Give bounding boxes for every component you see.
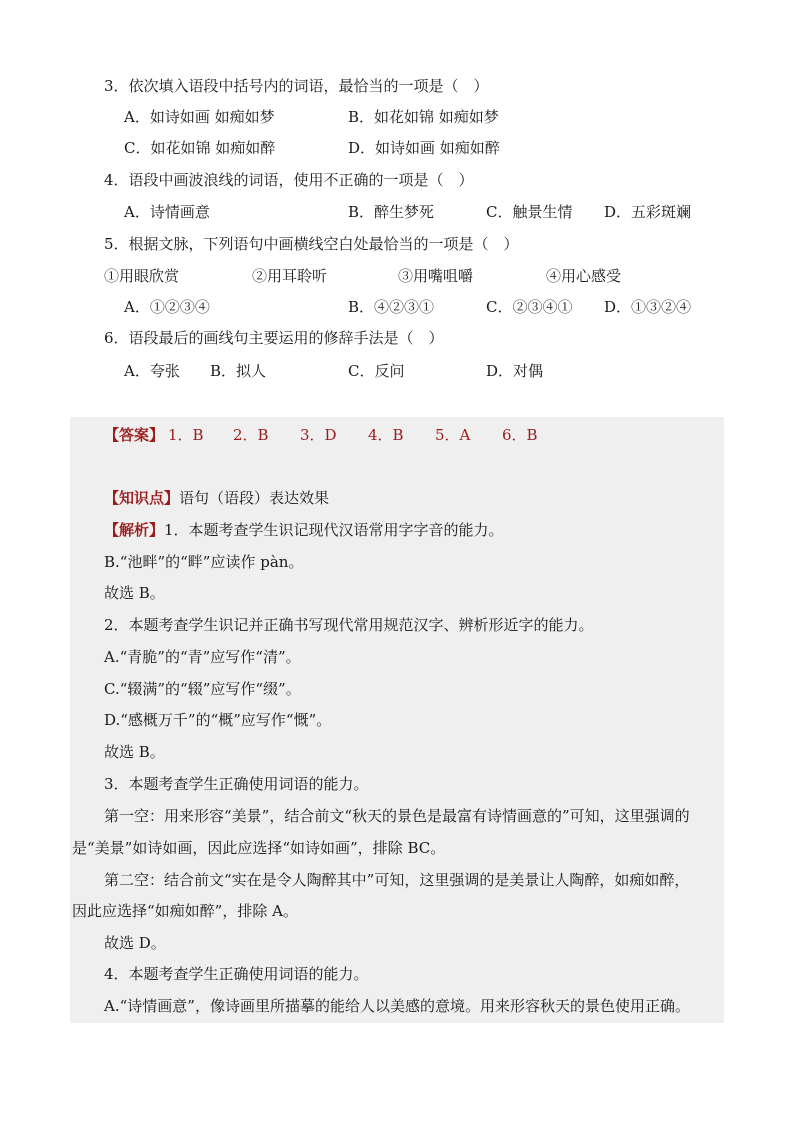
question-5-option-b: B．④②③① xyxy=(348,298,435,316)
question-3-stem: 3．依次填入语段中括号内的词语，最恰当的一项是（ ） xyxy=(104,77,489,95)
question-3-option-c: C．如花如锦 如痴如醉 xyxy=(124,139,276,157)
question-3-option-d: D．如诗如画 如痴如醉 xyxy=(348,139,500,157)
question-6-option-c: C．反问 xyxy=(348,362,405,380)
question-5-option-a: A．①②③④ xyxy=(124,298,210,316)
analysis-line-7: 故选 B。 xyxy=(104,743,165,761)
analysis-line-9: 第一空：用来形容“美景”，结合前文“秋天的景色是最富有诗情画意的”可知，这里强调的 xyxy=(104,807,690,825)
answer-2: 2．B xyxy=(233,426,269,444)
analysis-line-5: C.“辍满”的“辍”应写作“缀”。 xyxy=(104,680,301,698)
question-3-option-b: B．如花如锦 如痴如梦 xyxy=(348,108,499,126)
answer-3: 3．D xyxy=(300,426,337,444)
question-5-item-1: ①用眼欣赏 xyxy=(104,267,180,285)
analysis-line-3: 2．本题考查学生识记并正确书写现代常用规范汉字、辨析形近字的能力。 xyxy=(104,616,594,634)
question-5-option-d: D．①③②④ xyxy=(604,298,692,316)
answer-6: 6．B xyxy=(502,426,538,444)
analysis-line-14: 4．本题考查学生正确使用词语的能力。 xyxy=(104,965,369,983)
analysis-line-2: 故选 B。 xyxy=(104,584,165,602)
analysis-first: 1．本题考查学生识记现代汉语常用字字音的能力。 xyxy=(164,521,504,539)
analysis-line-4: A.“青脆”的“青”应写作“清”。 xyxy=(104,648,301,666)
analysis-line-15: A.“诗情画意”，像诗画里所描摹的能给人以美感的意境。用来形容秋天的景色使用正确。 xyxy=(104,997,690,1015)
question-4-stem: 4．语段中画波浪线的词语，使用不正确的一项是（ ） xyxy=(104,171,474,189)
analysis-line-10: 是“美景”如诗如画，因此应选择“如诗如画”，排除 BC。 xyxy=(72,839,446,857)
question-4-option-b: B．醉生梦死 xyxy=(348,203,435,221)
question-4-option-d: D．五彩斑斓 xyxy=(604,203,692,221)
question-5-item-3: ③用嘴咀嚼 xyxy=(398,267,474,285)
question-6-stem: 6．语段最后的画线句主要运用的修辞手法是（ ） xyxy=(104,329,444,347)
analysis-line-1: B.“池畔”的“畔”应读作 pàn。 xyxy=(104,553,304,571)
analysis-line-12: 因此应选择“如痴如醉”，排除 A。 xyxy=(72,902,298,920)
question-6-option-d: D．对偶 xyxy=(486,362,544,380)
question-6-option-a: A．夸张 xyxy=(124,362,180,380)
answer-label: 【答案】 xyxy=(104,426,165,444)
question-4-option-c: C．触景生情 xyxy=(486,203,573,221)
question-6-option-b: B．拟人 xyxy=(210,362,267,380)
question-5-item-2: ②用耳聆听 xyxy=(252,267,328,285)
analysis-row xyxy=(104,520,504,540)
answer-1: 1．B xyxy=(168,426,204,444)
answer-row xyxy=(104,425,164,445)
question-4-option-a: A．诗情画意 xyxy=(124,203,210,221)
analysis-line-8: 3．本题考查学生正确使用词语的能力。 xyxy=(104,775,369,793)
question-5-option-c: C．②③④① xyxy=(486,298,573,316)
analysis-line-13: 故选 D。 xyxy=(104,934,166,952)
question-5-stem: 5．根据文脉，下列语句中画横线空白处最恰当的一项是（ ） xyxy=(104,235,519,253)
question-5-item-4: ④用心感受 xyxy=(546,267,622,285)
answer-5: 5．A xyxy=(435,426,471,444)
answer-4: 4．B xyxy=(368,426,404,444)
question-3-option-a: A．如诗如画 如痴如梦 xyxy=(124,108,275,126)
analysis-line-6: D.“感概万千”的“概”应写作“慨”。 xyxy=(104,711,332,729)
knowledge-text: 语句（语段）表达效果 xyxy=(179,489,330,507)
knowledge-row xyxy=(104,488,329,508)
analysis-label: 【解析】 xyxy=(104,521,165,539)
analysis-line-11: 第二空：结合前文“实在是令人陶醉其中”可知，这里强调的是美景让人陶醉，如痴如醉， xyxy=(104,871,690,889)
knowledge-label: 【知识点】 xyxy=(104,489,180,507)
